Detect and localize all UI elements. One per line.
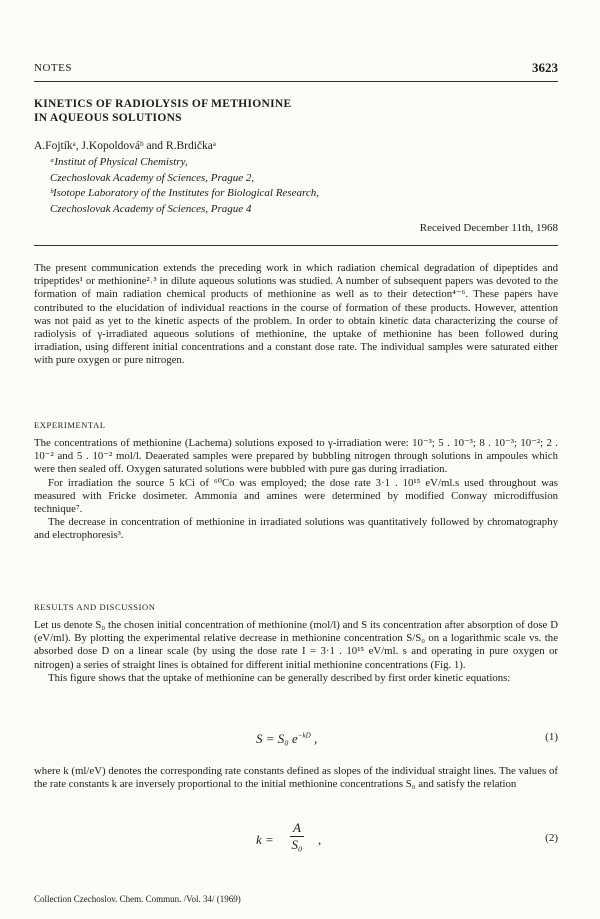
equation-2-number: (2) bbox=[545, 832, 558, 844]
received-date: Received December 11th, 1968 bbox=[419, 222, 558, 234]
page-number: 3623 bbox=[532, 60, 558, 75]
title-line-1: KINETICS OF RADIOLYSIS OF METHIONINE bbox=[34, 98, 292, 110]
intro-paragraph bbox=[34, 262, 558, 368]
equation-2-tail: , bbox=[318, 832, 322, 847]
experimental-heading: EXPERIMENTAL bbox=[34, 420, 106, 430]
affiliation-line: ᵃInstitut of Physical Chemistry, bbox=[50, 156, 188, 168]
experimental-section bbox=[34, 437, 558, 543]
header-rule bbox=[34, 81, 558, 82]
results-paragraph-1: Let us denote S₀ the chosen initial concentration of methionine (mol/l) and S its concentration after absorption of dose D (eV/ml). By plotting the experimental relative decrease in methionine concentration S/S₀ on a logarithmic scale vs. the absorbed dose D on a linear scale (by using the dose rate I = 3·1 . 10¹⁵ eV/ml. s and operating in pure oxygen or nitrogen) a series of straight lines is obtained for different initial methionine concentrations (Fig. 1). bbox=[34, 619, 558, 671]
section-label: NOTES bbox=[34, 62, 72, 74]
equation-1-lhs: S = S₀ e bbox=[256, 731, 298, 746]
experimental-paragraph-1: The concentrations of methionine (Lachema) solutions exposed to γ-irradiation were: 10⁻³; 5 . 10⁻³; 8 . 10⁻³; 10⁻²; 2 . 10⁻² and 5 . 10⁻² mol/l. Deaerated samples were prepared by bubbling nitrogen through solutions in ampoules which were then sealed off. Oxygen saturated solutions were bubbled with pure gas during irradiation. bbox=[34, 437, 558, 476]
equation-1-number: (1) bbox=[545, 731, 558, 743]
equation-2 bbox=[34, 820, 558, 860]
equation-2-lhs: k = bbox=[256, 832, 274, 847]
affiliations bbox=[50, 155, 319, 217]
experimental-paragraph-2: For irradiation the source 5 kCi of ⁶⁰Co was employed; the dose rate 3·1 . 10¹⁵ eV/ml.s used throughout was measured with Fricke dosimeter. Ammonia and amines were determined by modified Conway microdiffusion technique⁷. bbox=[34, 476, 558, 516]
title-block-rule bbox=[34, 245, 558, 246]
title-line-2: IN AQUEOUS SOLUTIONS bbox=[34, 112, 182, 124]
intro-text: The present communication extends the preceding work in which radiation chemical degradation of dipeptides and tripeptides¹ or methionine²˒³ in dilute aqueous solutions was studied. A number of subsequent papers was devoted to the formation of main radiation chemical products of methionine as well as to their detection⁴⁻⁶. These papers have contributed to the elucidation of individual reactions in the course of formation of these products. However, attention was not paid as yet to the kinetic aspects of the problem. In order to obtain kinetic data characterizing the course of radiolysis of γ-irradiated aqueous solutions of methionine, the uptake of methionine has been followed during irradiation, using different initial concentrations and a constant dose rate. The individual samples were saturated either with pure oxygen or pure nitrogen. bbox=[34, 262, 558, 367]
results-section bbox=[34, 619, 558, 685]
author-list: A.Fojtíkᵃ, J.Kopoldováᵇ and R.Brdičkaᵃ bbox=[34, 140, 217, 152]
equation-1-tail: , bbox=[310, 731, 318, 746]
equation-2-denominator: S₀ bbox=[291, 837, 303, 852]
affiliation-line: Czechoslovak Academy of Sciences, Prague 2, bbox=[50, 171, 255, 184]
equation-1-exponent: −kD bbox=[297, 731, 311, 740]
article-title bbox=[34, 97, 291, 125]
affiliation-line: Czechoslovak Academy of Sciences, Prague 4 bbox=[50, 202, 252, 215]
equation-2-fraction bbox=[290, 820, 304, 853]
results-heading: RESULTS AND DISCUSSION bbox=[34, 602, 156, 612]
results-paragraph-2: This figure shows that the uptake of methionine can be generally described by first order kinetic equations: bbox=[48, 671, 511, 684]
affiliation-line: ᵇIsotope Laboratory of the Institutes for Biological Research, bbox=[50, 187, 319, 199]
equation-2-numerator: A bbox=[290, 820, 304, 837]
equation-1-expression bbox=[256, 731, 317, 747]
results-paragraph-3-block bbox=[34, 765, 558, 791]
running-header bbox=[34, 62, 558, 80]
journal-footer: Collection Czechoslov. Chem. Commun. /Vol. 34/ (1969) bbox=[34, 894, 241, 904]
experimental-paragraph-3: The decrease in concentration of methionine in irradiated solutions was quantitatively followed by chromatography and electrophoresis³. bbox=[34, 516, 558, 542]
results-paragraph-3: where k (ml/eV) denotes the corresponding rate constants defined as slopes of the individual straight lines. The values of the rate constants k are inversely proportional to the initial methionine concentrations S₀ and satisfy the relation bbox=[34, 765, 558, 791]
